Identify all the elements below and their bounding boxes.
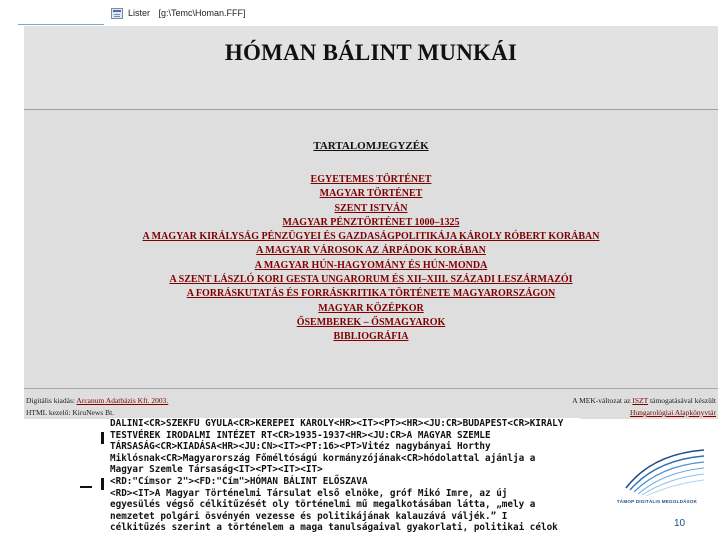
footer-mek-suffix: támogatásával készült [649,396,716,405]
toc-link-szent-istvan[interactable]: SZENT ISTVÁN [334,202,408,214]
window-file-path: [g:\Temc\Homan.FFF] [158,8,246,18]
toc-link-magyar-penztortenet[interactable]: MAGYAR PÉNZTÖRTÉNET 1000–1325 [282,216,460,228]
toc-item [24,185,718,199]
raw-markup-text [110,418,580,540]
footer-html-handler-value: KiruNews Bt. [72,408,115,417]
toc-item [24,171,718,185]
toc-item [24,314,718,328]
toc-link-gesta-ungarorum[interactable]: A SZENT LÁSZLÓ KORI GESTA UNGARORUM ÉS XII–XIII. SZÁZADI LESZÁRMAZÓI [169,274,573,286]
digital-solutions-logo [608,448,706,504]
toc-link-penzugyek-gazdasagpolitika[interactable]: A MAGYAR KIRÁLYSÁG PÉNZÜGYEI ÉS GAZDASÁGPOLITIKÁJA KÁROLY RÓBERT KORÁBAN [142,231,600,243]
code-line: <RD><IT>A Magyar Történelmi Társulat első elnöke, gróf Mikó Imre, az új [110,487,508,499]
bracket-mark [80,486,92,488]
footer-mek-support [572,396,716,405]
footer-digital-edition-label: Digitális kiadás: [26,396,75,405]
toc-link-osemberek[interactable]: ŐSEMBEREK – ŐSMAGYAROK [296,316,446,328]
code-line: Miklósnak<CR>Magyarország Főméltóságú kormányzójának<CR>hódolattal ajánlja a [110,452,536,464]
toc-item [24,242,718,256]
code-line: <RD:"Címsor 2"><FD:"Cím">HÓMAN BÁLINT ELŐSZAVA [110,475,368,487]
code-line: DALINI<CR>SZEKFŰ GYULA<CR>KEREPEI KÁROLY<HR><IT><PT><HR><JU:CR>BUDAPEST<CR>KIRÁLY [110,418,564,429]
code-line: TÁRSASÁG<CR>KIADÁSA<HR><JU:CN><IT><PT:16><PT>Vitéz nagybányai Horthy [110,441,491,453]
toc-item [24,228,718,242]
toc-heading: TARTALOMJEGYZÉK [313,140,429,152]
toc-link-hun-hagyomany[interactable]: A MAGYAR HÚN-HAGYOMÁNY ÉS HÚN-MONDA [254,259,488,271]
slide-page-number: 10 [674,518,686,529]
code-line: Magyar Szemle Társaság<IT><PT><IT><IT> [110,464,323,476]
window-title [128,8,246,18]
logo-text: TÁMOP DIGITÁLIS MEGOLDÁSOK [616,499,698,504]
toc-item [24,300,718,314]
page-footer [24,388,718,419]
window-app-name: Lister [128,8,151,18]
code-line: célkitűzés szerint a történelem a maga tanulságaival gyakorlati, politikai célok [110,522,558,534]
code-line: nemzetet polgári ösvényén vezesse és politikájának kalauzává váljék.” I [110,510,508,522]
footer-html-handler [26,408,114,417]
bracket-mark [101,478,104,490]
toc-item [24,285,718,299]
window-titlebar [0,0,720,26]
toc-item [24,200,718,214]
footer-html-handler-label: HTML kezelő: [26,408,71,417]
toc-link-egyetemes-tortenet[interactable]: EGYETEMES TÖRTÉNET [310,174,432,185]
iszt-link[interactable]: ISZT [632,396,649,405]
titlebar-accent-line [18,24,104,25]
toc-item [24,214,718,228]
toc-item [24,257,718,271]
toc-link-bibliografia[interactable]: BIBLIOGRÁFIA [333,331,409,343]
footer-hungarologia [630,408,716,417]
code-line: TESTVÉREK IRODALMI INTÉZET RT<CR>1935-1937<HR><JU:CR>A MAGYAR SZEMLE [110,429,491,441]
toc-link-magyar-varosok[interactable]: A MAGYAR VÁROSOK AZ ÁRPÁDOK KORÁBAN [256,245,486,257]
toc-item [24,271,718,285]
code-line: egyesülés végső célkitűzését oly történelmi mű megalkotásában látta, „mely a [110,499,536,511]
toc-link-magyar-tortenet[interactable]: MAGYAR TÖRTÉNET [319,188,423,200]
web-page [24,26,718,417]
hungarologiai-alapkonyvtar-link[interactable]: Hungarológiai Alapkönyvtár [629,408,716,417]
toc-link-magyar-kozepkor[interactable]: MAGYAR KÖZÉPKOR [318,302,424,314]
toc-link-forraskutatas[interactable]: A FORRÁSKUTATÁS ÉS FORRÁSKRITIKA TÖRTÉNETE MAGYARORSZÁGON [186,288,556,300]
lister-app-icon [111,8,123,19]
toc-list [24,171,718,343]
footer-mek-prefix: A MEK-változat az [572,396,631,405]
footer-digital-edition [26,396,168,405]
logo-swoosh-graphic [608,448,706,496]
page-header [24,26,718,110]
page-title: HÓMAN BÁLINT MUNKÁI [224,40,518,65]
arcanum-link[interactable]: Arcanum Adatbázis Kft. 2003. [76,396,169,405]
bracket-mark [101,432,104,444]
toc-item [24,328,718,342]
